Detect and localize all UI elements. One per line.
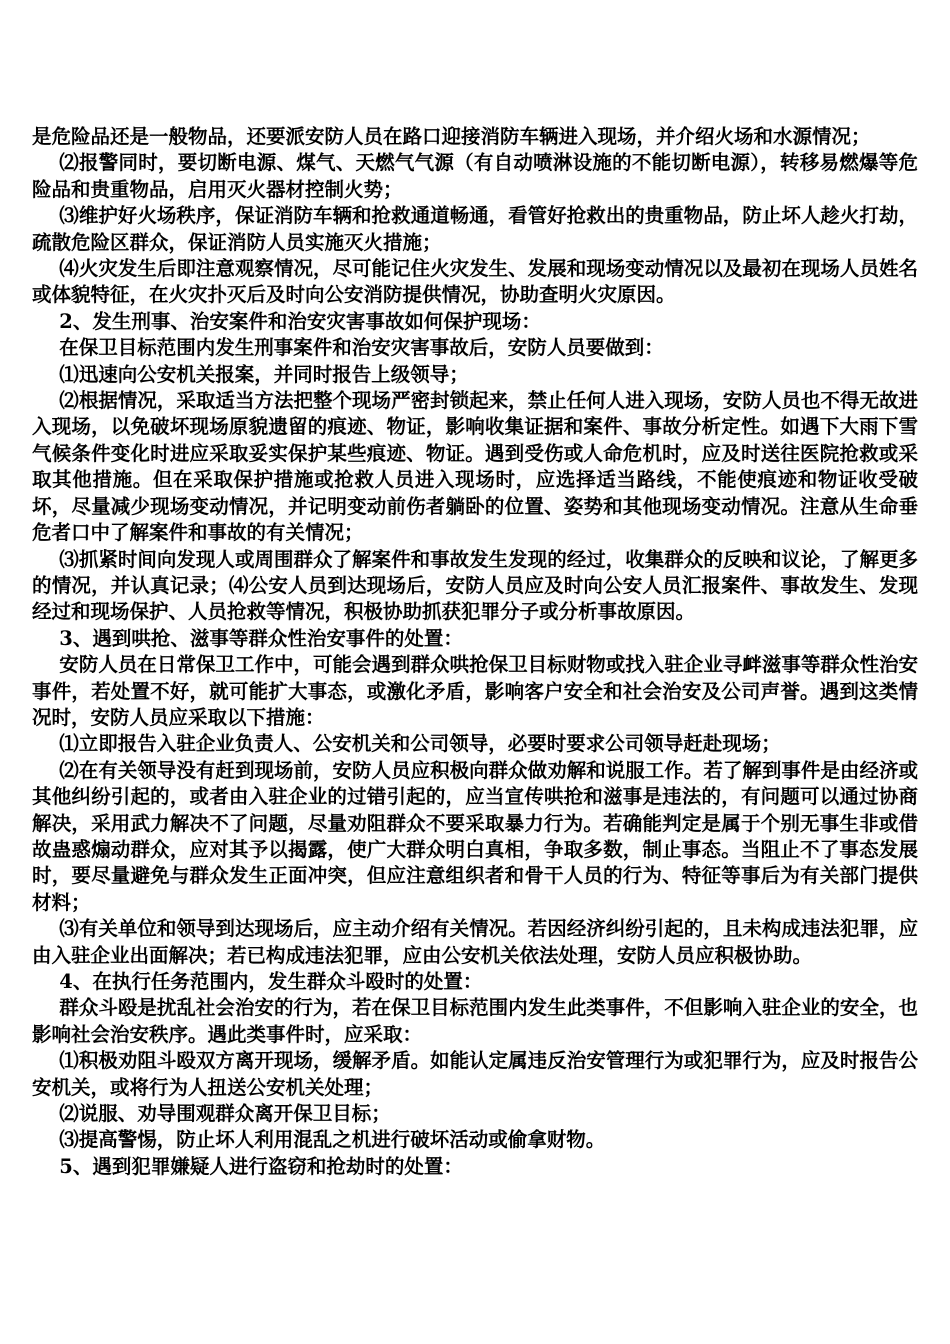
- paragraph-item: ⑵根据情况，采取适当方法把整个现场严密封锁起来，禁止任何人进入现场，安防人员也不得无故进入现场，以免破坏现场原貌遗留的痕迹、物证，影响收集证据和案件、事故分析定性。如遇下大雨下雪气候条件变化时进应采取妥实保护某些痕迹、物证。遇到受伤或人命危机时，应及时送往医院抢救或采取其他措施。但在采取保护措施或抢救人员进入现场时，应选择适当路线，不能使痕迹和物证收受破坏，尽量减少现场变动情况，并记明变动前伤者躺卧的位置、姿势和其他现场变动情况。注意从生命垂危者口中了解案件和事故的有关情况；: [32, 389, 918, 545]
- paragraph-item: ⑶抓紧时间向发现人或周围群众了解案件和事故发生发现的经过，收集群众的反映和议论，了解更多的情况，并认真记录；⑷公安人员到达现场后，安防人员应及时向公安人员汇报案件、事故发生、发现经过和现场保护、人员抢救等情况，积极协助抓获犯罪分子或分析事故原因。: [32, 547, 918, 624]
- section-heading: 3、遇到哄抢、滋事等群众性治安事件的处置：: [59, 626, 463, 650]
- paragraph-item: ⑵报警同时，要切断电源、煤气、天燃气气源（有自动喷淋设施的不能切断电源），转移易燃爆等危险品和贵重物品，启用灭火器材控制火势；: [32, 151, 918, 201]
- paragraph-item: ⑶提高警惕，防止坏人利用混乱之机进行破坏活动或偷拿财物。: [59, 1128, 606, 1152]
- paragraph-item: ⑴迅速向公安机关报案，并同时报告上级领导；: [59, 362, 469, 386]
- paragraph-intro: 安防人员在日常保卫工作中，可能会遇到群众哄抢保卫目标财物或找入驻企业寻衅滋事等群众性治安事件，若处置不好，就可能扩大事态，或激化矛盾，影响客户安全和社会治安及公司声誉。遇到这类情况时，安防人员应采取以下措施：: [32, 653, 918, 729]
- paragraph-item: ⑷火灾发生后即注意观察情况，尽可能记住火灾发生、发展和现场变动情况以及最初在现场人员姓名或体貌特征，在火灾扑灭后及时向公安消防提供情况，协助查明火灾原因。: [32, 257, 918, 307]
- paragraph-intro: 群众斗殴是扰乱社会治安的行为，若在保卫目标范围内发生此类事件，不但影响入驻企业的安全，也影响社会治安秩序。遇此类事件时，应采取：: [32, 996, 918, 1046]
- paragraph-item: ⑶有关单位和领导到达现场后，应主动介绍有关情况。若因经济纠纷引起的，且未构成违法犯罪，应由入驻企业出面解决；若已构成违法犯罪，应由公安机关依法处理，安防人员应积极协助。: [32, 917, 918, 967]
- section-heading: 2、发生刑事、治安案件和治安灾害事故如何保护现场：: [59, 309, 541, 333]
- section-heading: 5、遇到犯罪嫌疑人进行盗窃和抢劫时的处置：: [59, 1154, 463, 1178]
- paragraph-item: ⑶维护好火场秩序，保证消防车辆和抢救通道畅通，看管好抢救出的贵重物品，防止坏人趁火打劫，疏散危险区群众，保证消防人员实施灭火措施；: [32, 204, 918, 254]
- section-heading: 4、在执行任务范围内，发生群众斗殴时的处置：: [59, 970, 483, 993]
- paragraph-item: ⑵在有关领导没有赶到现场前，安防人员应积极向群众做劝解和说服工作。若了解到事件是由经济或其他纠纷引起的，或者由入驻企业的过错引起的，应当宣传哄抢和滋事是违法的，有问题可以通过协商解决，采用武力解决不了问题，尽量劝阻群众不要采取暴力行为。若确能判定是属于个别无事生非或借故蛊惑煽动群众，应对其予以揭露，使广大群众明白真相，争取多数，制止事态。当阻止不了事态发展时，要尽量避免与群众发生正面冲突，但应注意组织者和骨干人员的行为、特征等事后为有关部门提供材料；: [32, 758, 918, 914]
- paragraph-item: ⑴积极劝阻斗殴双方离开现场，缓解矛盾。如能认定属违反治安管理行为或犯罪行为，应及时报告公安机关，或将行为人扭送公安机关处理；: [32, 1049, 918, 1099]
- paragraph-item: ⑵说服、劝导围观群众离开保卫目标；: [59, 1102, 391, 1126]
- paragraph-item: ⑴立即报告入驻企业负责人、公安机关和公司领导，必要时要求公司领导赶赴现场；: [59, 732, 781, 756]
- document-page: [32, 124, 918, 1180]
- paragraph-continuation: 是危险品还是一般物品，还要派安防人员在路口迎接消防车辆进入现场，并介绍火场和水源情况；: [32, 125, 871, 148]
- paragraph-intro: 在保卫目标范围内发生刑事案件和治安灾害事故后，安防人员要做到：: [59, 336, 664, 360]
